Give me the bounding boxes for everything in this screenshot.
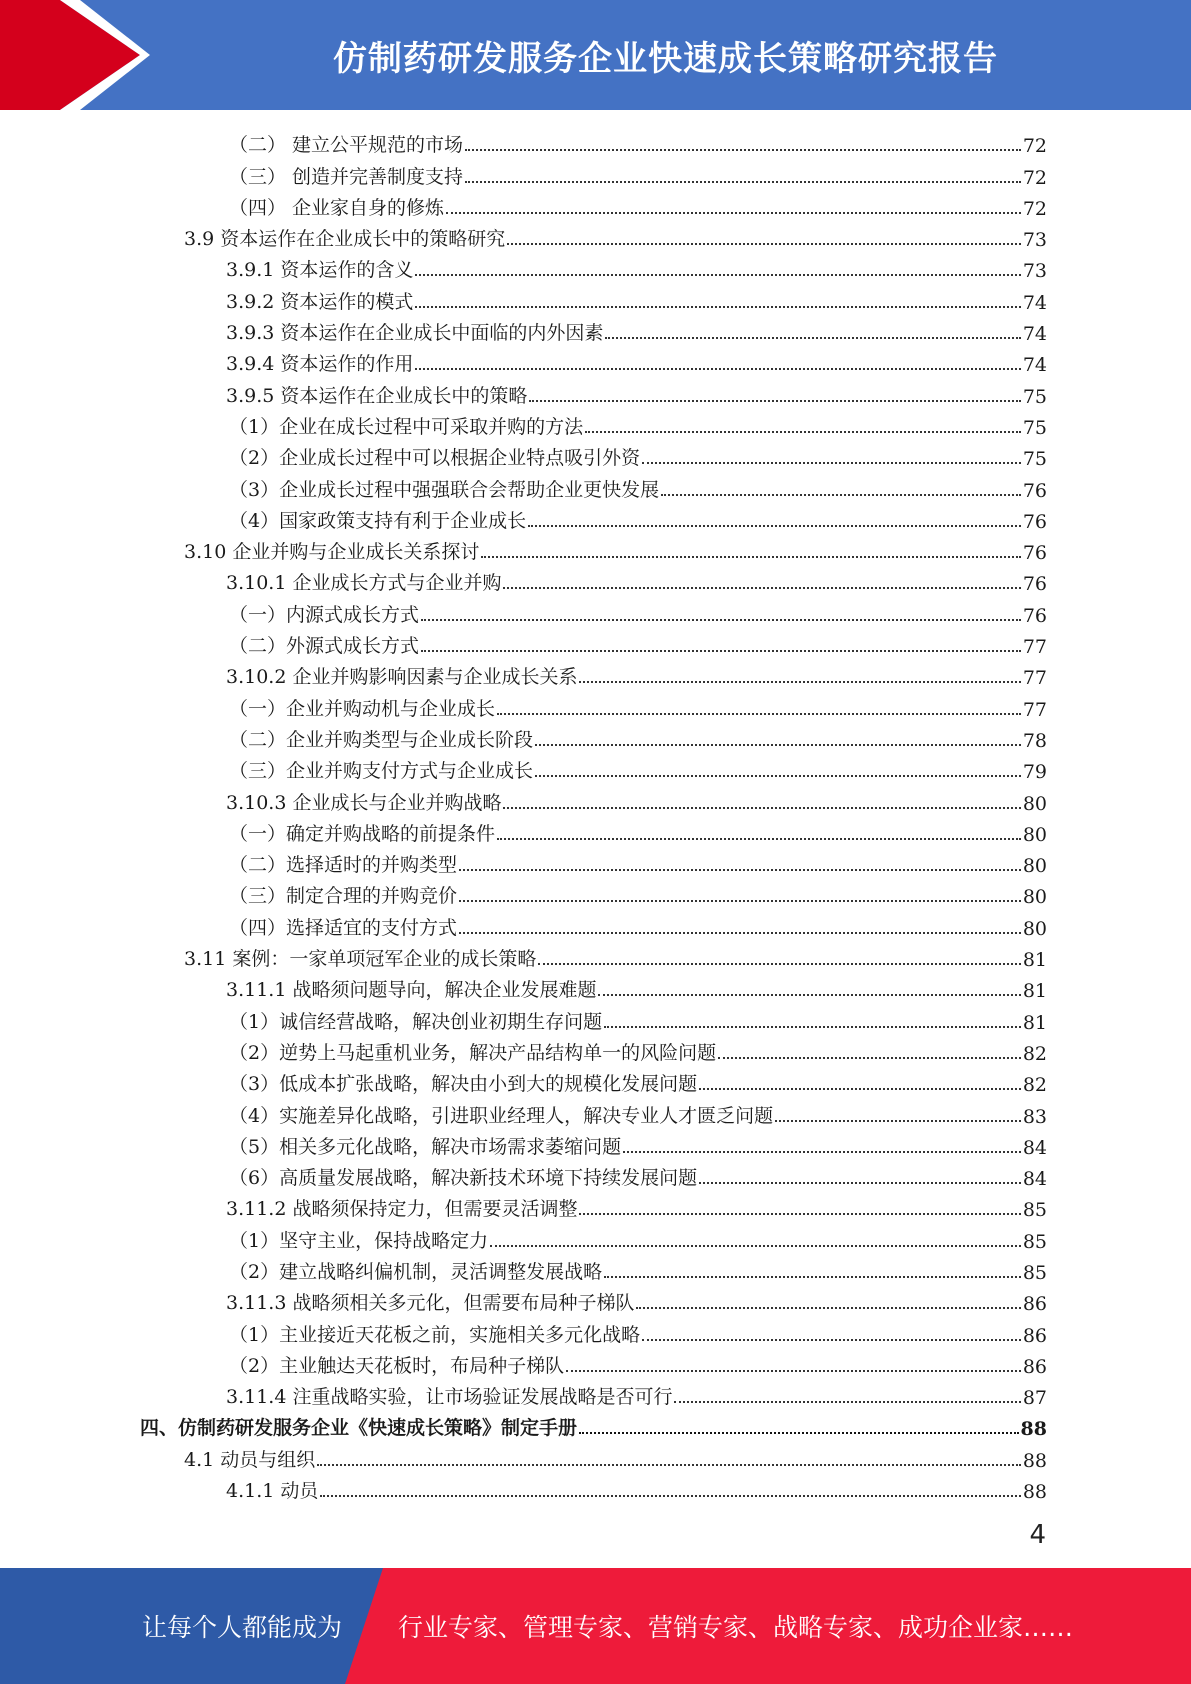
toc-entry-page: 74 [1022, 291, 1047, 314]
toc-dot-leader [320, 1495, 1020, 1497]
toc-entry-title: 3.9 资本运作在企业成长中的策略研究 [184, 228, 506, 251]
toc-entry-page: 80 [1022, 917, 1047, 940]
toc-entry-page: 79 [1022, 761, 1047, 784]
toc-dot-leader [623, 1151, 1021, 1153]
toc-entry[interactable] [140, 345, 1047, 376]
toc-entry[interactable] [140, 595, 1047, 626]
footer-slogan-left: 让每个人都能成为 [142, 1613, 343, 1642]
toc-dot-leader [585, 431, 1021, 433]
toc-entry-title: （1）主业接近天花板之前，实施相关多元化战略 [229, 1323, 641, 1346]
toc-entry-title: 3.11.4 注重战略实验，让市场验证发展战略是否可行 [226, 1386, 673, 1409]
toc-entry-page: 85 [1022, 1199, 1047, 1222]
toc-entry-title: （一）企业并购动机与企业成长 [229, 697, 496, 720]
toc-entry[interactable] [140, 376, 1047, 407]
toc-entry[interactable] [140, 783, 1047, 814]
toc-entry-title: （1）企业在成长过程中可采取并购的方法 [229, 415, 584, 438]
toc-dot-leader [604, 1026, 1021, 1028]
footer-slogan-right: 行业专家、管理专家、营销专家、战略专家、成功企业家…… [398, 1613, 1074, 1642]
toc-entry-title: 3.9.3 资本运作在企业成长中面临的内外因素 [226, 322, 604, 345]
toc-entry-title: 3.9.4 资本运作的作用 [226, 353, 414, 376]
toc-entry-page: 78 [1022, 729, 1047, 752]
toc-entry[interactable] [140, 282, 1047, 313]
toc-entry[interactable] [140, 1065, 1047, 1096]
toc-entry[interactable] [140, 251, 1047, 282]
toc-dot-leader [490, 1245, 1021, 1247]
toc-entry-page: 76 [1022, 604, 1047, 627]
toc-entry-title: （三）企业并购支付方式与企业成长 [229, 760, 534, 783]
toc-entry[interactable] [140, 533, 1047, 564]
toc-entry-page: 81 [1022, 1011, 1047, 1034]
toc-entry-page: 73 [1022, 229, 1047, 252]
toc-entry[interactable] [140, 1002, 1047, 1033]
toc-entry-page: 82 [1022, 1042, 1047, 1065]
toc-entry[interactable] [140, 439, 1047, 470]
toc-entry-page: 80 [1022, 886, 1047, 909]
toc-entry[interactable] [140, 1221, 1047, 1252]
toc-entry-page: 72 [1022, 166, 1047, 189]
toc-entry[interactable] [140, 908, 1047, 939]
toc-entry[interactable] [140, 220, 1047, 251]
toc-entry-title: 3.9.2 资本运作的模式 [226, 290, 414, 313]
toc-dot-leader [718, 1057, 1021, 1059]
toc-dot-leader [605, 337, 1020, 339]
toc-entry-title: 四、仿制药研发服务企业《快速成长策略》制定手册 [140, 1417, 578, 1440]
toc-dot-leader [535, 775, 1021, 777]
toc-entry[interactable] [140, 971, 1047, 1002]
toc-entry[interactable] [140, 658, 1047, 689]
toc-dot-leader [579, 1432, 1019, 1434]
toc-entry-page: 86 [1022, 1293, 1047, 1316]
toc-entry-title: （1）坚守主业，保持战略定力 [229, 1229, 489, 1252]
toc-entry[interactable] [140, 564, 1047, 595]
toc-entry-page: 82 [1022, 1074, 1047, 1097]
toc-dot-leader [415, 368, 1020, 370]
table-of-contents [140, 126, 1047, 1503]
toc-entry[interactable] [140, 157, 1047, 188]
toc-dot-leader [481, 556, 1020, 558]
toc-entry[interactable] [140, 408, 1047, 439]
toc-entry-title: （三） 创造并完善制度支持 [229, 165, 464, 188]
toc-dot-leader [459, 900, 1021, 902]
toc-entry-page: 74 [1022, 323, 1047, 346]
toc-entry[interactable] [140, 189, 1047, 220]
toc-dot-leader [497, 838, 1021, 840]
page-footer [0, 1568, 1191, 1684]
toc-dot-leader [446, 212, 1021, 214]
toc-entry[interactable] [140, 940, 1047, 971]
toc-entry[interactable] [140, 126, 1047, 157]
toc-entry[interactable] [140, 1472, 1047, 1503]
toc-dot-leader [465, 149, 1021, 151]
toc-entry-title: 3.10.2 企业并购影响因素与企业成长关系 [226, 666, 578, 689]
toc-entry-title: （2）建立战略纠偏机制，灵活调整发展战略 [229, 1260, 603, 1283]
toc-dot-leader [459, 869, 1021, 871]
toc-entry-title: 3.9.5 资本运作在企业成长中的策略 [226, 384, 528, 407]
toc-dot-leader [674, 1401, 1020, 1403]
toc-entry-title: 4.1 动员与组织 [184, 1448, 316, 1471]
toc-dot-leader [529, 400, 1020, 402]
toc-entry-page: 75 [1022, 448, 1047, 471]
toc-entry[interactable] [140, 627, 1047, 658]
toc-entry-title: 3.10.1 企业成长方式与企业并购 [226, 572, 502, 595]
toc-entry[interactable] [140, 721, 1047, 752]
toc-dot-leader [503, 587, 1020, 589]
toc-entry[interactable] [140, 846, 1047, 877]
toc-entry-title: （5）相关多元化战略，解决市场需求萎缩问题 [229, 1135, 622, 1158]
toc-entry-title: （二） 建立公平规范的市场 [229, 134, 464, 157]
document-title: 仿制药研发服务企业快速成长策略研究报告 [333, 38, 998, 79]
toc-dot-leader [775, 1120, 1021, 1122]
toc-dot-leader [699, 1182, 1021, 1184]
toc-entry-page: 76 [1022, 573, 1047, 596]
toc-entry-title: 3.11.1 战略须问题导向，解决企业发展难题 [226, 979, 597, 1002]
toc-entry-page: 75 [1022, 416, 1047, 439]
toc-dot-leader [642, 1339, 1021, 1341]
toc-dot-leader [642, 462, 1021, 464]
toc-entry-title: 3.11.3 战略须相关多元化，但需要布局种子梯队 [226, 1292, 635, 1315]
toc-entry-page: 80 [1022, 855, 1047, 878]
toc-entry[interactable] [140, 752, 1047, 783]
toc-entry-title: （3）企业成长过程中强强联合会帮助企业更快发展 [229, 478, 660, 501]
toc-entry[interactable] [140, 1347, 1047, 1378]
toc-entry-title: （4）国家政策支持有利于企业成长 [229, 509, 527, 532]
toc-dot-leader [459, 932, 1021, 934]
toc-entry-page: 84 [1022, 1168, 1047, 1191]
toc-entry-page: 88 [1020, 1418, 1047, 1441]
toc-entry[interactable] [140, 1096, 1047, 1127]
toc-entry-page: 72 [1022, 135, 1047, 158]
toc-dot-leader [636, 1307, 1020, 1309]
header-red-chevron-icon [0, 0, 200, 110]
toc-entry-title: 3.10 企业并购与企业成长关系探讨 [184, 541, 480, 564]
toc-dot-leader [566, 1370, 1021, 1372]
toc-dot-leader [598, 994, 1020, 996]
toc-entry-title: （2）主业触达天花板时，布局种子梯队 [229, 1354, 565, 1377]
toc-entry[interactable] [140, 1440, 1047, 1471]
toc-entry-page: 77 [1022, 667, 1047, 690]
toc-entry-page: 80 [1022, 823, 1047, 846]
toc-entry-title: 3.11 案例：一家单项冠军企业的成长策略 [184, 948, 537, 971]
toc-entry-page: 76 [1022, 510, 1047, 533]
toc-entry-title: 3.9.1 资本运作的含义 [226, 259, 414, 282]
toc-dot-leader [538, 963, 1020, 965]
toc-dot-leader [528, 525, 1021, 527]
toc-entry[interactable] [140, 502, 1047, 533]
toc-dot-leader [421, 650, 1021, 652]
toc-entry-title: （2）逆势上马起重机业务，解决产品结构单一的风险问题 [229, 1041, 717, 1064]
toc-entry-title: 3.10.3 企业成长与企业并购战略 [226, 791, 502, 814]
toc-entry-title: （一）内源式成长方式 [229, 603, 420, 626]
toc-entry[interactable] [140, 1253, 1047, 1284]
toc-entry-title: （四） 企业家自身的修炼 [229, 196, 445, 219]
toc-entry-title: （4）实施差异化战略，引进职业经理人，解决专业人才匮乏问题 [229, 1104, 774, 1127]
toc-dot-leader [507, 243, 1021, 245]
toc-entry-title: （3）低成本扩张战略，解决由小到大的规模化发展问题 [229, 1073, 698, 1096]
toc-entry-title: （二）企业并购类型与企业成长阶段 [229, 728, 534, 751]
toc-dot-leader [535, 744, 1021, 746]
page-number: 4 [1029, 1520, 1046, 1550]
toc-entry-title: （2）企业成长过程中可以根据企业特点吸引外资 [229, 447, 641, 470]
toc-entry-page: 77 [1022, 698, 1047, 721]
toc-entry[interactable] [140, 1284, 1047, 1315]
toc-entry-page: 86 [1022, 1324, 1047, 1347]
toc-entry-page: 88 [1022, 1449, 1047, 1472]
toc-entry[interactable] [140, 689, 1047, 720]
toc-dot-leader [503, 807, 1020, 809]
toc-dot-leader [317, 1464, 1021, 1466]
toc-entry[interactable] [140, 1409, 1047, 1440]
toc-entry-page: 87 [1022, 1387, 1047, 1410]
toc-entry-title: 3.11.2 战略须保持定力，但需要灵活调整 [226, 1198, 578, 1221]
toc-entry-title: （1）诚信经营战略，解决创业初期生存问题 [229, 1010, 603, 1033]
toc-dot-leader [604, 1276, 1021, 1278]
toc-entry-title: （6）高质量发展战略，解决新技术环境下持续发展问题 [229, 1167, 698, 1190]
toc-entry-page: 77 [1022, 636, 1047, 659]
toc-entry[interactable] [140, 1378, 1047, 1409]
toc-dot-leader [579, 1213, 1020, 1215]
toc-dot-leader [421, 619, 1021, 621]
toc-entry[interactable] [140, 470, 1047, 501]
toc-entry-title: （一）确定并购战略的前提条件 [229, 822, 496, 845]
toc-entry[interactable] [140, 314, 1047, 345]
toc-entry[interactable] [140, 815, 1047, 846]
toc-entry[interactable] [140, 877, 1047, 908]
toc-entry[interactable] [140, 1315, 1047, 1346]
toc-dot-leader [699, 1088, 1021, 1090]
toc-entry-page: 86 [1022, 1355, 1047, 1378]
toc-entry-title: （二）外源式成长方式 [229, 635, 420, 658]
toc-entry-page: 81 [1022, 949, 1047, 972]
toc-entry-page: 76 [1022, 479, 1047, 502]
toc-entry-page: 74 [1022, 354, 1047, 377]
toc-entry-page: 76 [1022, 542, 1047, 565]
toc-entry-page: 88 [1022, 1481, 1047, 1504]
toc-entry-title: 4.1.1 动员 [226, 1480, 319, 1503]
toc-entry-page: 83 [1022, 1105, 1047, 1128]
toc-entry-page: 85 [1022, 1230, 1047, 1253]
toc-entry-page: 72 [1022, 197, 1047, 220]
toc-entry-page: 84 [1022, 1136, 1047, 1159]
toc-entry-title: （二）选择适时的并购类型 [229, 854, 458, 877]
toc-entry[interactable] [140, 1190, 1047, 1221]
toc-entry[interactable] [140, 1159, 1047, 1190]
toc-entry-title: （四）选择适宜的支付方式 [229, 916, 458, 939]
toc-entry-page: 73 [1022, 260, 1047, 283]
toc-dot-leader [497, 713, 1021, 715]
toc-entry-page: 80 [1022, 792, 1047, 815]
toc-dot-leader [579, 681, 1020, 683]
toc-dot-leader [415, 274, 1020, 276]
toc-entry-title: （三）制定合理的并购竞价 [229, 885, 458, 908]
toc-entry-page: 81 [1022, 980, 1047, 1003]
toc-dot-leader [661, 494, 1021, 496]
toc-entry[interactable] [140, 1128, 1047, 1159]
toc-entry[interactable] [140, 1034, 1047, 1065]
toc-entry-page: 75 [1022, 385, 1047, 408]
toc-dot-leader [465, 181, 1021, 183]
toc-entry-page: 85 [1022, 1261, 1047, 1284]
page-header [0, 0, 1191, 110]
toc-dot-leader [415, 306, 1020, 308]
